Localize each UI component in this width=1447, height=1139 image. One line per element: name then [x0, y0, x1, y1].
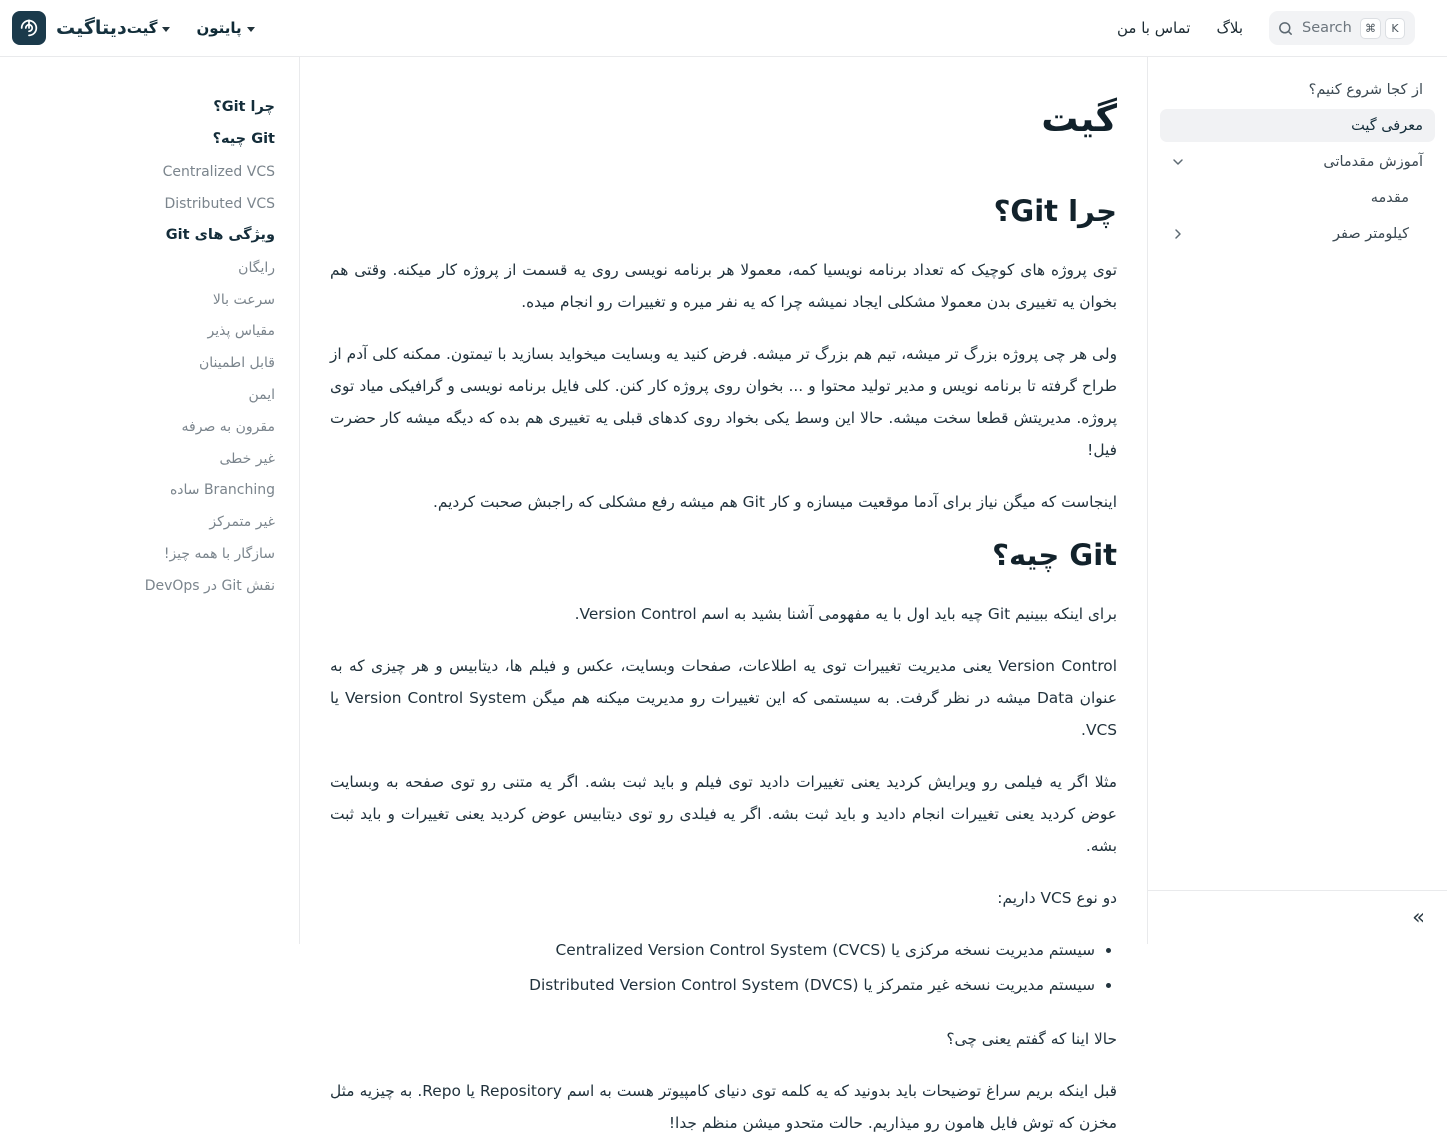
vcs-types-list — [330, 934, 1117, 1000]
sidebar-item-moghaddame[interactable] — [1160, 181, 1435, 214]
paragraph: Version Control یعنی مدیریت تغییرات توی یه اطلاعات، صفحات وبسایت، عکس و فیلم ها، دیتابیس و هر چیزی که به عنوان Data میشه در نظر گرفت. به سیستمی که این تغییرات رو مدیریت میکنه هم میگن Version Control System یا VCS. — [330, 657, 1118, 740]
toc-item-decentralized[interactable]: غیر متمرکز — [209, 514, 275, 531]
doc-sidebar — [1147, 57, 1447, 944]
paragraph: ولی هر چی پروژه بزرگ تر میشه، تیم هم بزرگ تر میشه. فرض کنید یه وبسایت میخواید بسازید با تیمتون. ممکنه کلی آدم از طراح گرفته تا برنامه نویس و مدیر تولید محتوا و ... بخوان روی پروژه کار کنن. کلی فایل برنامه نویسی و گرافیکی میاد توی پروژه. مدیریتش قطعا سخت میشه. حالا این وسط یکی بخواد روی کدهای قبلی یه تغییری هم بده که دیگه میشه کار حضرت فیل! — [330, 345, 1117, 460]
section-heading-why-git: چرا Git؟ — [993, 194, 1117, 228]
article-content — [300, 57, 1147, 1132]
search-shortcut — [1360, 18, 1405, 39]
toc-item-why-git[interactable]: چرا Git؟ — [213, 99, 275, 115]
chevron-left-icon[interactable] — [1170, 226, 1186, 242]
secondary-nav — [1117, 11, 1431, 45]
toc-item-affordable[interactable]: مقرون به صرفه — [181, 418, 275, 435]
brand-name: دیتاگیت — [56, 17, 127, 39]
paragraph: مثلا اگر یه فیلمی رو ویرایش کردید یعنی تغییرات دادید توی فیلم و باید ثبت بشه. اگر یه متنی رو توی صفحه به وبسایت عوض کردید یعنی تغییرات انجام دادید و باید ثبت بشه. اگر یه فیلدی رو توی دیتابیس عوض کردید یعنی تغییرات و باید ثبت بشه. — [330, 773, 1117, 856]
toc-item-simple-branching[interactable]: Branching ساده — [169, 482, 275, 499]
toc-item-what-is-git[interactable]: Git چیه؟ — [212, 131, 275, 148]
sidebar-item-basic-course[interactable] — [1160, 145, 1435, 178]
primary-nav — [127, 19, 255, 37]
nav-item-git[interactable] — [127, 19, 171, 37]
page-layout — [0, 57, 1447, 1132]
toc-item-distributed-vcs[interactable]: Distributed VCS — [164, 195, 275, 212]
sidebar-item-label: معرفی گیت — [1351, 117, 1423, 134]
sidebar-item-where-to-start[interactable] — [1160, 73, 1435, 106]
table-of-contents — [0, 57, 300, 944]
paragraph: حالا اینا که گفتم یعنی چی؟ — [946, 1029, 1117, 1048]
search-icon — [1277, 20, 1294, 37]
sidebar-item-kilometer-zero[interactable] — [1160, 217, 1435, 250]
toc-item-compatible[interactable]: سازگار با همه چیز! — [163, 545, 275, 562]
paragraph: برای اینکه ببینیم Git چیه باید اول با یه مفهومی آشنا بشید به اسم Version Control. — [574, 605, 1117, 624]
sidebar-item-label: مقدمه — [1370, 189, 1409, 206]
toc-item-centralized-vcs[interactable]: Centralized VCS — [162, 163, 275, 180]
top-header — [0, 0, 1447, 57]
paragraph: توی پروژه های کوچیک که تعداد برنامه نویسیا کمه، معمولا هر برنامه نویسی روی یه قسمت از پروژه کار میکنه. وقتی هم بخوان یه تغییری بدن معمولا مشکلی ایجاد نمیشه چرا که یه نفر میره و تغییرات رو انجام میده. — [330, 261, 1117, 312]
sidebar-footer — [1148, 890, 1447, 944]
paragraph: دو نوع VCS داریم: — [997, 889, 1117, 908]
search-placeholder: Search — [1302, 20, 1352, 36]
spiral-logo-icon — [12, 11, 46, 45]
section-heading-what-is-git: Git چیه؟ — [992, 538, 1117, 573]
toc-item-git-features[interactable]: ویژگی های Git — [165, 227, 275, 244]
nav-link-contact[interactable]: تماس با من — [1116, 19, 1191, 37]
page-title: گیت — [1041, 97, 1117, 140]
toc-item-fast[interactable]: سرعت بالا — [212, 291, 275, 308]
toc-item-reliable[interactable]: قابل اطمینان — [198, 355, 275, 372]
toc-item-scalable[interactable]: مقیاس پذیر — [207, 323, 275, 340]
toc-item-nonlinear[interactable]: غیر خطی — [219, 450, 275, 467]
brand[interactable] — [12, 11, 127, 45]
collapse-sidebar-button[interactable]: » — [1412, 905, 1425, 929]
toc-item-free[interactable]: رایگان — [238, 259, 275, 276]
sidebar-item-label: کیلومتر صفر — [1333, 225, 1409, 242]
nav-item-git-label: گیت — [126, 19, 158, 37]
kbd-cmd: ⌘ — [1360, 18, 1381, 39]
nav-link-blog[interactable]: بلاگ — [1216, 19, 1243, 37]
toc-item-git-in-devops[interactable]: نقش Git در DevOps — [144, 577, 275, 594]
kbd-k: K — [1385, 18, 1405, 39]
sidebar-item-label: از کجا شروع کنیم؟ — [1308, 81, 1423, 98]
sidebar-item-intro-git[interactable] — [1160, 109, 1435, 142]
chevron-down-icon — [247, 27, 255, 32]
toc-item-secure[interactable]: ایمن — [248, 386, 275, 403]
search-input[interactable] — [1269, 11, 1415, 45]
paragraph: اینجاست که میگن نیاز برای آدما موقعیت میسازه و کار Git هم میشه رفع مشکلی که راجبش صحبت کردیم. — [433, 493, 1117, 512]
nav-item-python[interactable] — [196, 19, 254, 37]
nav-item-python-label: پایتون — [196, 19, 242, 37]
paragraph: قبل اینکه بریم سراغ توضیحات باید بدونید که یه کلمه توی دنیای کامپیوتر هست به اسم Repository یا Repo. به چیزیه مثل مخزن که توش فایل هامون رو میذاریم. حالت متحدو میشن منظم جدا! — [330, 1081, 1117, 1132]
list-item: • سیستم مدیریت نسخه مرکزی یا Centralized Version Control System (CVCS) — [330, 934, 1095, 966]
chevron-down-icon[interactable] — [1170, 154, 1186, 170]
list-item: • سیستم مدیریت نسخه غیر متمرکز یا Distributed Version Control System (DVCS) — [330, 969, 1095, 1001]
sidebar-item-label: آموزش مقدماتی — [1323, 153, 1423, 170]
chevron-down-icon — [162, 27, 170, 32]
